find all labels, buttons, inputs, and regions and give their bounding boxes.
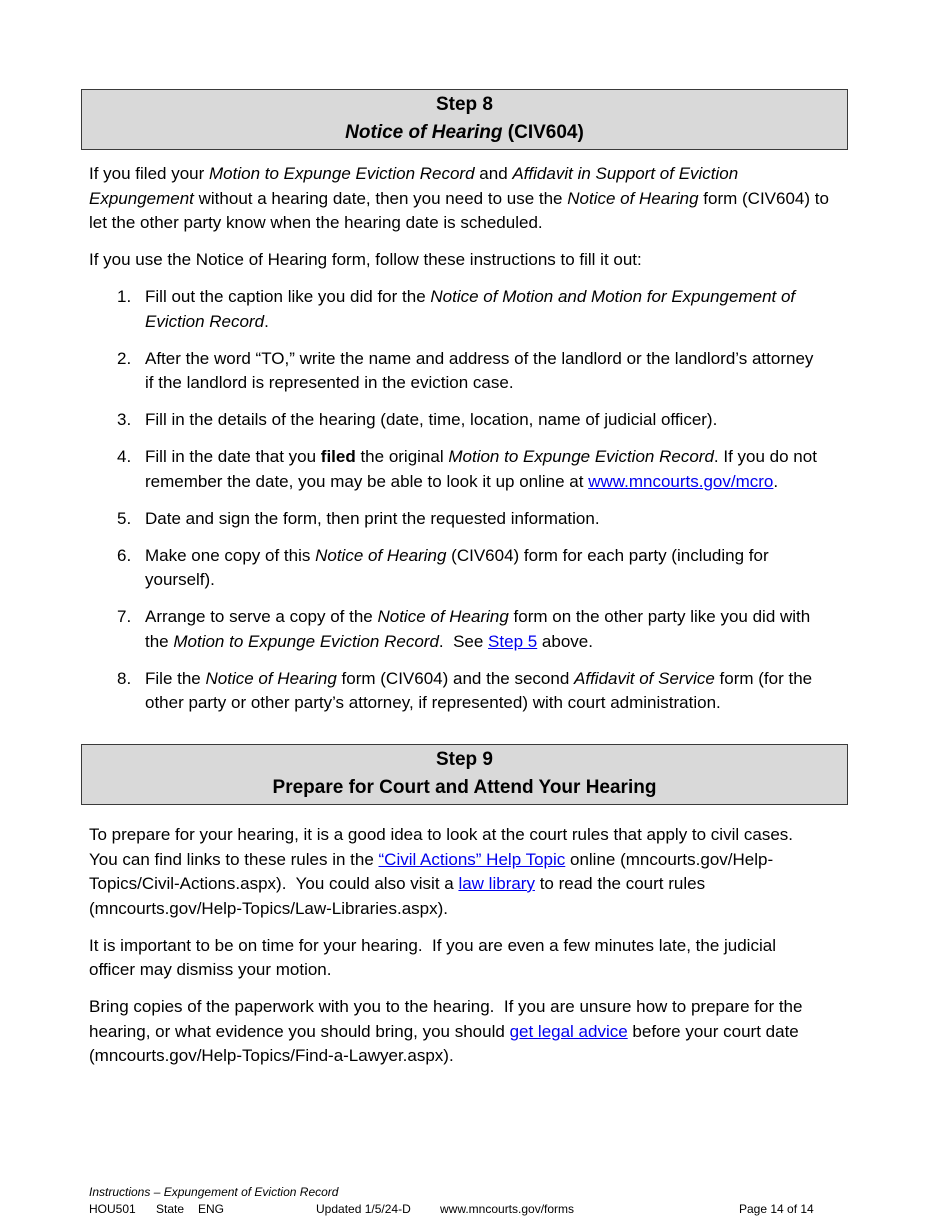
instruction-item: [89, 347, 889, 396]
text-run: without a hearing date, then you need to use the: [193, 188, 568, 208]
step-8-number: Step 8: [435, 94, 494, 115]
step-9-title: Prepare for Court and Attend Your Hearing: [272, 777, 657, 798]
text-run: Date and sign the form, then print the requested information.: [145, 508, 600, 528]
instruction-item: [89, 507, 889, 532]
item-text: [145, 544, 889, 593]
italic-text: Affidavit in Support of Eviction Expungement: [89, 164, 739, 208]
instruction-item: [89, 544, 889, 593]
text-run: form on the other party like you did with the: [145, 607, 811, 651]
item-text: [145, 667, 889, 716]
step-9-header: [81, 744, 848, 805]
item-number: 1.: [117, 287, 132, 307]
italic-text: Notice of Hearing: [567, 188, 699, 208]
instruction-item: [89, 285, 889, 334]
text-run: . If you do not remember the date, you may be able to look it up online at: [145, 447, 817, 491]
step-8-header: [81, 89, 848, 150]
item-number: 7.: [117, 607, 132, 627]
footer-updated-date: Updated 1/5/24-D: [316, 1202, 411, 1216]
text-run: (CIV604) form for each party (including for yourself).: [145, 545, 769, 590]
text-run: .: [773, 471, 779, 491]
text-run: If you use the Notice of Hearing form, follow these instructions to fill it out:: [89, 250, 642, 270]
text-run: If you filed your: [89, 164, 210, 183]
hyperlink[interactable]: law library: [458, 874, 535, 893]
footer-website: www.mncourts.gov/forms: [440, 1202, 575, 1216]
step-9-body: [89, 823, 889, 1081]
item-number: 2.: [117, 348, 132, 368]
hyperlink[interactable]: Step 5: [488, 631, 538, 651]
italic-text: Notice of Motion and Motion for Expungement of Eviction Record: [145, 287, 796, 331]
step-8-body: [89, 162, 889, 716]
text-run: After the word “TO,” write the name and address of the landlord or the landlord’s attorney if the landlord is represented in the eviction case.: [145, 348, 814, 393]
step-8-form-code: (CIV604): [507, 122, 584, 143]
item-number: 3.: [117, 410, 132, 430]
item-number: 5.: [117, 508, 132, 528]
instruction-item: [89, 605, 889, 654]
paragraph: [89, 934, 889, 983]
text-run: Bring copies of the paperwork with you to the hearing. If you are unsure how to prepare for the hearing, or what evidence you should bring, you should: [89, 997, 803, 1041]
text-run: . See: [438, 631, 489, 651]
paragraph: [89, 823, 889, 921]
footer-page-number: Page 14 of 14: [739, 1202, 814, 1216]
instruction-item: [89, 667, 889, 716]
text-run: Arrange to serve a copy of the: [145, 607, 378, 627]
instruction-list: [89, 285, 889, 716]
item-text: [145, 605, 889, 654]
text-run: Fill out the caption like you did for the: [145, 287, 431, 307]
paragraph: [89, 162, 889, 236]
step-8-title: [86, 119, 843, 147]
text-run: the original: [355, 447, 449, 467]
text-run: online (mncourts.gov/Help- Topics/Civil-Actions.aspx). You could also visit a: [89, 849, 774, 893]
text-run: form (CIV604) and the second: [336, 668, 575, 688]
hyperlink[interactable]: get legal advice: [509, 1021, 628, 1041]
text-run: To prepare for your hearing, it is a good idea to look at the court rules that apply to civil cases. You can find links to these rules in the: [89, 825, 793, 869]
hyperlink[interactable]: “Civil Actions” Help Topic: [378, 849, 566, 869]
italic-text: Motion to Expunge Eviction Record: [209, 164, 475, 183]
italic-text: Notice of Hearing: [377, 607, 509, 627]
text-run: to read the court rules (mncourts.gov/Help-Topics/Law-Libraries.aspx).: [89, 874, 706, 918]
text-run: It is important to be on time for your hearing. If you are even a few minutes late, the judicial officer may dismiss your motion.: [89, 935, 776, 980]
item-text: [145, 445, 889, 494]
footer-form-number: HOU501: [89, 1202, 136, 1216]
item-number: 8.: [117, 668, 132, 688]
text-run: before your court date (mncourts.gov/Help-Topics/Find-a-Lawyer.aspx).: [89, 1021, 799, 1066]
text-run: form (for the other party or other party’s attorney, if represented) with court administration.: [145, 668, 813, 713]
footer-language: ENG: [198, 1202, 225, 1216]
step-9-paragraphs: [89, 823, 889, 1069]
hyperlink[interactable]: www.mncourts.gov/mcro: [588, 471, 774, 491]
text-run: form (CIV604) to let the other party know when the hearing date is scheduled.: [89, 188, 829, 232]
paragraph: [89, 248, 889, 273]
step-9-number: Step 9: [435, 749, 494, 770]
text-run: Fill in the date that you: [145, 447, 321, 467]
item-text: [145, 347, 889, 396]
item-text: [145, 507, 889, 532]
text-run: Make one copy of this: [145, 545, 316, 565]
item-text: [145, 285, 889, 334]
text-run: Fill in the details of the hearing (date, time, location, name of judicial officer).: [145, 410, 718, 430]
instruction-item: [89, 408, 889, 433]
bold-text: filed: [320, 447, 356, 467]
paragraph: [89, 995, 889, 1069]
footer-jurisdiction: State: [156, 1202, 185, 1216]
item-text: [145, 408, 889, 433]
item-number: 4.: [117, 447, 132, 467]
step-8-intro: [89, 162, 889, 273]
footer-document-title: Instructions – Expungement of Eviction Record: [89, 1185, 339, 1199]
text-run: above.: [537, 631, 593, 651]
italic-text: Notice of Hearing: [205, 668, 337, 688]
step-8-form-name: Notice of Hearing: [345, 122, 503, 143]
italic-text: Affidavit of Service: [574, 668, 715, 688]
text-run: and: [474, 164, 513, 183]
italic-text: Motion to Expunge Eviction Record: [448, 447, 714, 467]
italic-text: Notice of Hearing: [315, 545, 447, 565]
italic-text: Motion to Expunge Eviction Record: [173, 631, 439, 651]
text-run: .: [264, 311, 269, 331]
text-run: File the: [145, 668, 206, 688]
item-number: 6.: [117, 545, 132, 565]
instruction-item: [89, 445, 889, 494]
